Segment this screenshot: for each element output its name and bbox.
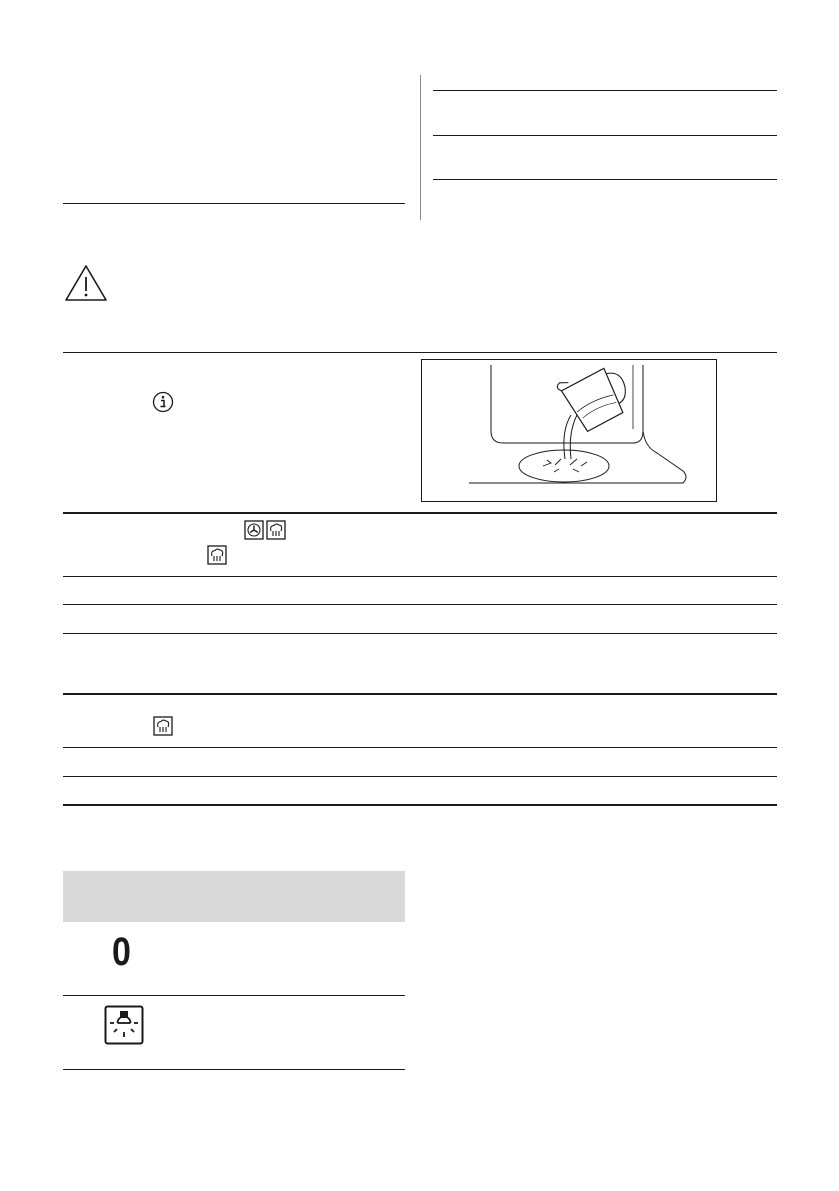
off-position-symbol: 0 bbox=[112, 930, 131, 974]
divider-line bbox=[433, 135, 777, 136]
row-divider bbox=[63, 576, 777, 577]
table-bottom-line bbox=[63, 804, 777, 806]
row-divider bbox=[63, 693, 777, 695]
table-bottom-line bbox=[63, 1069, 405, 1070]
table-header bbox=[63, 871, 405, 922]
row-divider bbox=[63, 633, 777, 634]
row-divider bbox=[63, 776, 777, 777]
divider-line bbox=[433, 90, 777, 91]
steam-icon bbox=[153, 716, 173, 736]
row-divider bbox=[63, 995, 405, 996]
oven-light-icon bbox=[104, 1005, 144, 1045]
steam-icon bbox=[266, 520, 286, 540]
fan-steam-icon bbox=[244, 520, 264, 540]
column-separator bbox=[420, 75, 421, 220]
row-divider bbox=[63, 604, 777, 605]
divider-line bbox=[63, 203, 405, 204]
table-top-line bbox=[63, 352, 777, 353]
divider-line bbox=[433, 179, 777, 180]
water-pouring-illustration bbox=[421, 359, 717, 502]
row-divider bbox=[63, 512, 777, 514]
row-divider bbox=[63, 747, 777, 748]
info-icon bbox=[152, 391, 174, 413]
warning-triangle-icon bbox=[64, 264, 108, 302]
steam-icon bbox=[207, 545, 227, 565]
